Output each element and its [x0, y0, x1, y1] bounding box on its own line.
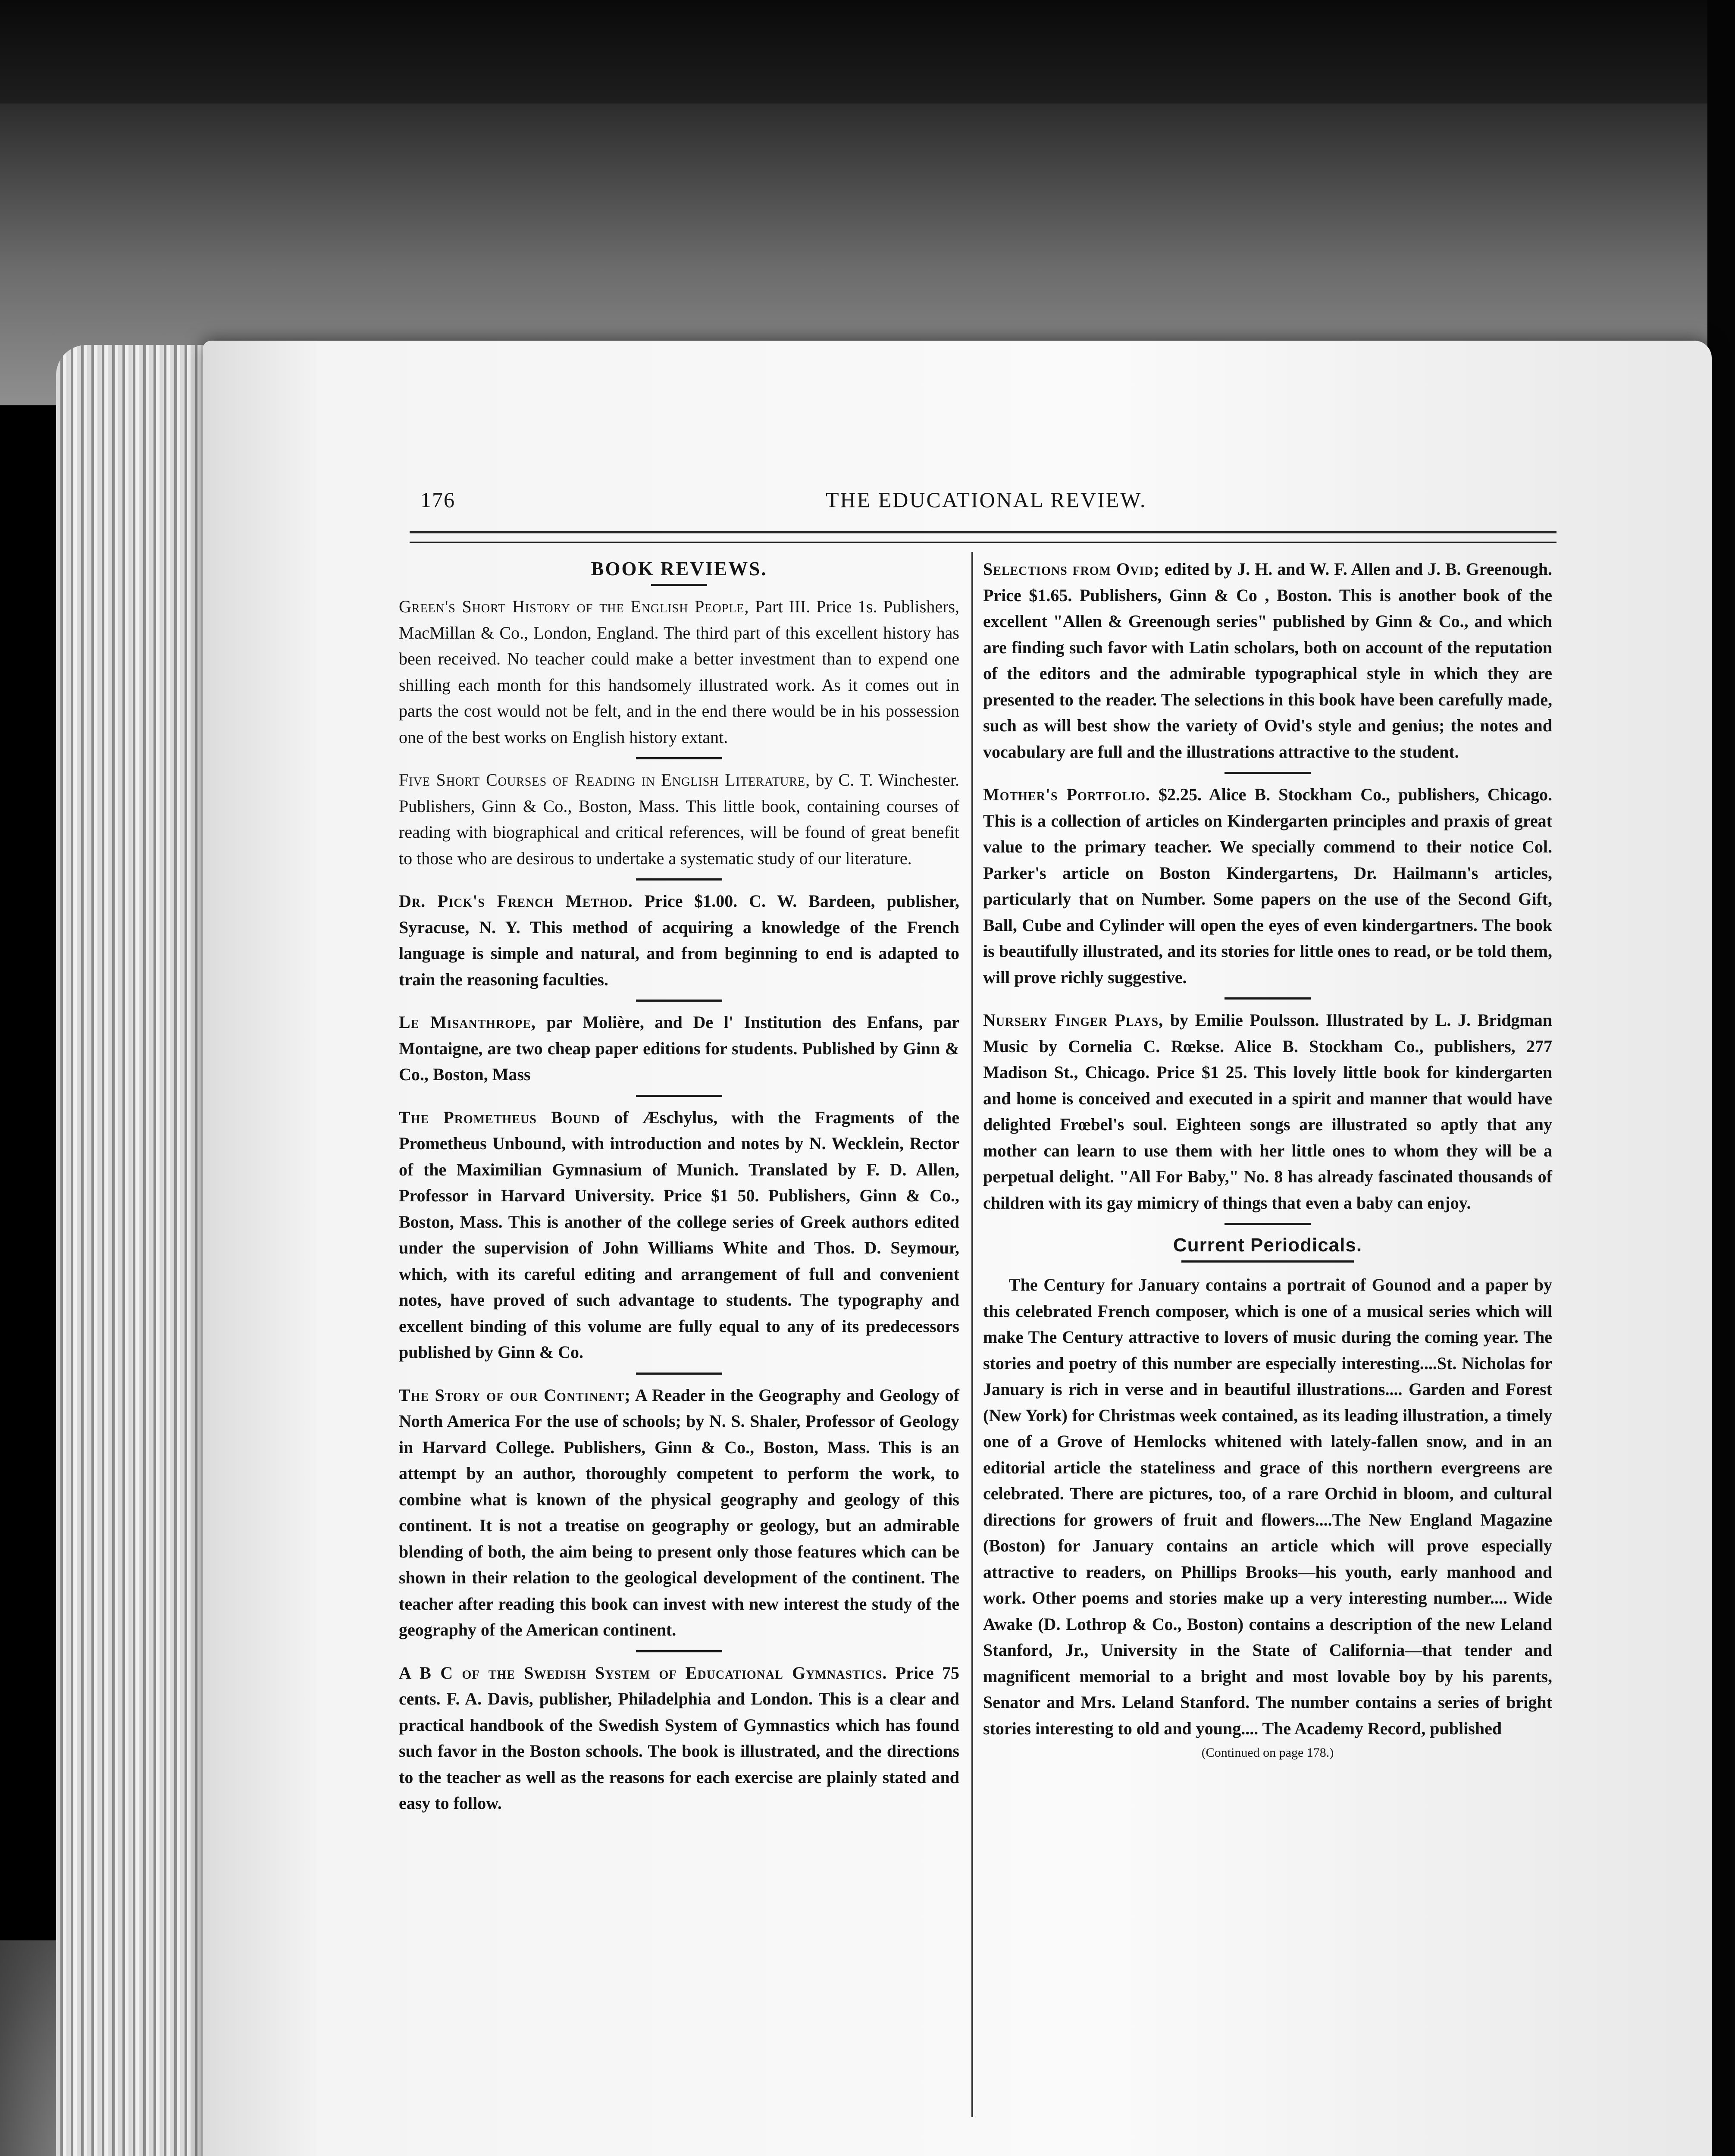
- page-number: 176: [420, 488, 455, 512]
- page-edges: [56, 345, 207, 2156]
- review-title: Nursery Finger Plays,: [983, 1010, 1164, 1030]
- journal-title: THE EDUCATIONAL REVIEW.: [826, 488, 1147, 512]
- review-entry: [983, 556, 1552, 765]
- review-entry: [399, 1382, 959, 1643]
- review-separator: [636, 757, 722, 759]
- review-body: by C. T. Winchester. Publishers, Ginn & Co., Boston, Mass. This little book, containing courses of reading with biographical and critical references, will be found of great benefit to those who are desirous to undertake a systematic study of our literature.: [399, 770, 959, 868]
- review-body: Price $1.00. C. W. Bardeen, publisher, Syracuse, N. Y. This method of acquiring a knowledge of the French language is simple and natural, and from beginning to end is adapted to train the reasoning faculties.: [399, 891, 959, 989]
- review-separator: [1225, 1223, 1311, 1225]
- review-title: A B C of the Swedish System of Educational Gymnastics.: [399, 1663, 887, 1683]
- heading-rule: [1181, 1260, 1354, 1263]
- review-title: Five Short Courses of Reading in English Literature,: [399, 770, 811, 790]
- review-body: edited by J. H. and W. F. Allen and J. B. Greenough. Price $1.65. Publishers, Ginn & Co , Boston. This is another book of the excellent "Allen & Greenough series" published by Ginn & Co., and which are finding such favor with Latin scholars, both on account of the reputation of the editors and the admirable typographical style in which they are presented to the reader. The selections in this book have been carefully made, such as will best show the variety of Ovid's style and genius; the notes and vocabulary are full and the illustrations attractive to the student.: [983, 559, 1552, 761]
- section-heading: BOOK REVIEWS.: [591, 558, 767, 580]
- running-head: [420, 487, 1559, 517]
- left-column: [399, 556, 959, 2117]
- review-body: Price 75 cents. F. A. Davis, publisher, Philadelphia and London. This is a clear and practical handbook of the Swedish System of Gymnastics which has found such favor in the Boston schools. The book is illustrated, and the directions to the teacher as well as the reasons for each exercise are plainly stated and easy to follow.: [399, 1663, 959, 1813]
- review-entry: [399, 1105, 959, 1366]
- review-separator: [1225, 772, 1311, 774]
- review-body: A Reader in the Geography and Geology of North America For the use of schools; by N. S. Shaler, Professor of Geology in Harvard College. Publishers, Ginn & Co., Boston, Mass. This is an attempt by an author, thoroughly competent to perform the work, to combine what is known of the physical geography and geology of this continent. It is not a treatise on geography or geology, but an admirable blending of both, the aim being to present only those features which can be shown in their relation to the geological development of the continent. The teacher after reading this book can invest with new interest the study of the geography of the American continent.: [399, 1385, 959, 1639]
- review-entry: [399, 888, 959, 993]
- review-body: by Emilie Poulsson. Illustrated by L. J. Bridgman Music by Cornelia C. Rœkse. Alice B. Stockham Co., publishers, 277 Madison St., Chicago. Price $1 25. This lovely little book for kindergarten and home is conceived and executed in a spirit and manner that would have delighted Frœbel's soul. Eighteen songs are illustrated so aptly that any mother can learn to use them with her little ones to whom they will be a perpetual delight. "All For Baby," No. 8 has already fascinated thousands of children with its gay mimicry of things that even a baby can enjoy.: [983, 1010, 1553, 1213]
- review-title: The Story of our Continent;: [399, 1385, 631, 1405]
- review-separator: [636, 1373, 722, 1375]
- periodicals-text: The Century for January contains a portrait of Gounod and a paper by this celebrated French composer, which is one of a musical series which will make The Century attractive to lovers of music during the coming year. The stories and poetry of this number are especially interesting....St. Nicholas for January is rich in verse and in beautiful illustrations.... Garden and Forest (New York) for Christmas week contained, as its leading illustration, a timely one of a Grove of Hemlocks whitened with lately-fallen snow, and in an editorial article the stateliness and grace of this northern evergreens are celebrated. There are pictures, too, of a rare Orchid in bloom, and cultural directions for growers of fruit and flowers....The New England Magazine (Boston) for January contains an article which will prove especially attractive to readers, on Phillips Brooks—his youth, early manhood and work. Other poems and stories make up a very interesting number.... Wide Awake (D. Lothrop & Co., Boston) contains a description of the new Leland Stanford, Jr., University in the State of California—that tender and magnificent memorial to a bright and most lovable boy by his parents, Senator and Mrs. Leland Stanford. The number contains a series of bright stories interesting to old and young.... The Academy Record, published: [983, 1275, 1552, 1738]
- review-title: Green's Short History of the English People,: [399, 597, 749, 616]
- photo-backdrop: [0, 0, 1735, 103]
- review-entry: [399, 1660, 959, 1817]
- review-separator: [636, 1650, 722, 1652]
- continued-note: (Continued on page 178.): [1201, 1745, 1334, 1760]
- right-column: [983, 556, 1552, 2156]
- review-separator: [1225, 997, 1311, 1000]
- review-title: The Prometheus Bound: [399, 1107, 601, 1127]
- review-body: Part III. Price 1s. Publishers, MacMillan & Co., London, England. The third part of this excellent history has been received. No teacher could make a better investment than to expend one shilling each month for this handsomely illustrated work. As it comes out in parts the cost would not be felt, and in the end there would be in his possession one of the best works on English history extant.: [399, 597, 959, 747]
- review-separator: [636, 1000, 722, 1002]
- review-separator: [636, 1095, 722, 1097]
- heading-rule: [651, 584, 707, 586]
- review-title: Le Misanthrope,: [399, 1012, 536, 1032]
- header-rule: [410, 531, 1556, 533]
- review-title: Dr. Pick's French Method.: [399, 891, 633, 911]
- review-entry: [399, 594, 959, 750]
- review-title: Selections from Ovid;: [983, 559, 1160, 579]
- review-entry: [983, 1007, 1552, 1216]
- review-body: par Molière, and De l' Institution des Enfans, par Montaigne, are two cheap paper editions for students. Published by Ginn & Co., Boston, Mass: [399, 1012, 959, 1084]
- review-entry: [399, 767, 959, 871]
- header-rule-thin: [410, 542, 1556, 543]
- periodicals-heading: Current Periodicals.: [1173, 1235, 1362, 1256]
- review-body: of Æschylus, with the Fragments of the Prometheus Unbound, with introduction and notes by N. Wecklein, Rector of the Maximilian Gymnasium of Munich. Translated by F. D. Allen, Professor in Harvard University. Price $1 50. Publishers, Ginn & Co., Boston, Mass. This is another of the college series of Greek authors edited under the supervision of John Williams White and Thos. D. Seymour, which, with its careful editing and arrangement of full and convenient notes, have proved of such advantage to students. The typography and excellent binding of this volume are fully equal to any of its predecessors published by Ginn & Co.: [399, 1107, 959, 1362]
- review-body: $2.25. Alice B. Stockham Co., publishers, Chicago. This is a collection of articles on Kindergarten principles and praxis of great value to the primary teacher. We specially commend to their notice Col. Parker's article on Boston Kindergartens, Dr. Hailmann's articles, particularly that on Number. Some papers on the use of the Second Gift, Ball, Cube and Cylinder will open the eyes of even kindergartners. The book is beautifully illustrated, and its stories for little ones to read, or be told them, will prove richly suggestive.: [983, 785, 1552, 987]
- review-separator: [636, 878, 722, 881]
- review-entry: [399, 1009, 959, 1088]
- column-rule: [971, 552, 973, 2117]
- review-entry: [983, 782, 1552, 990]
- review-title: Mother's Portfolio.: [983, 785, 1150, 804]
